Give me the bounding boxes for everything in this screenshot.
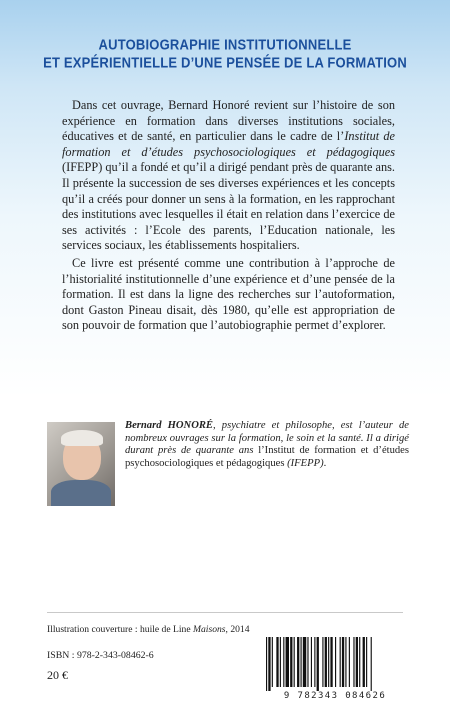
summary-text: [62, 98, 395, 334]
summary-paragraph-1: [62, 98, 395, 254]
summary-paragraph-2: Ce livre est présenté comme une contribution à l’approche de l’historialité institutionnelle d’une expérience et d’une pensée de la formation. Il est dans la ligne des recherches sur l’autoformation, dont Gaston Pineau disait, dès 1980, qu’elle est appropriation de son pouvoir de formation que l’autobiographie permet d’explorer.: [62, 255, 395, 333]
barcode-bar: [349, 637, 350, 687]
book-title: [0, 36, 450, 72]
barcode-bar: [311, 637, 312, 687]
illustration-suffix: , 2014: [225, 624, 250, 635]
barcode-bar: [325, 637, 327, 687]
author-bio-end: .: [323, 457, 327, 469]
author-bio-italic: , psychiatre et philosophe, est l’auteur de nombreux ouvrages sur la formation, le soin et la santé. Il a dirigé durant près de quarante ans: [125, 420, 409, 457]
barcode-bar: [342, 637, 344, 687]
barcode-bar: [276, 637, 278, 687]
barcode-bar: [283, 637, 284, 687]
barcode-bar: [272, 637, 273, 687]
summary-p1-start: Dans cet ouvrage, Bernard Honoré revient sur l’histoire de son expérience en formation dans diverses institutions sociales, éducatives et de santé, en particulier dans le cadre de l’: [62, 98, 395, 144]
summary-p1-end: (IFEPP) qu’il a fondé et qu’il a dirigé pendant près de quarante ans. Il présente la succession de ses diverses expériences et les concepts qu’il a créés pour donner un sens à la formation, en les rapprochant des institutions avec lesquelles il était en relation dans l’exercice de ses activités : l’Ecole des parents, l’Education nationale, les services sociaux, les établissements hospitaliers.: [62, 160, 395, 253]
illustration-credit: [47, 624, 250, 635]
barcode-bar: [371, 637, 372, 691]
barcode-bar: [345, 637, 346, 687]
author-bio-acronym: (IFEPP): [287, 457, 324, 469]
barcode-bar: [268, 637, 270, 691]
barcode-bars: [258, 633, 411, 691]
illustration-prefix: Illustration couverture : huile de Line: [47, 624, 193, 635]
author-bio-institute: l’Institut de formation et d’études psychosociologiques et pédagogiques: [125, 445, 410, 469]
barcode-bar: [290, 637, 292, 687]
barcode-bar: [297, 637, 299, 687]
barcode-bar: [356, 637, 358, 687]
author-section: [47, 420, 410, 510]
price: 20 €: [47, 668, 68, 682]
institute-name: Institut de formation et d’études psychosociologiques et pédagogiques: [62, 129, 395, 159]
barcode-bar: [307, 637, 308, 687]
barcode-digits: 9 782343 084626: [283, 691, 387, 701]
barcode-bar: [314, 637, 315, 687]
book-title-line2: ET EXPÉRIENTIELLE D’UNE PENSÉE DE LA FORMATION: [43, 54, 407, 71]
barcode-bar: [266, 637, 267, 691]
barcode-bar: [294, 637, 295, 687]
barcode-bar: [353, 637, 354, 687]
barcode: [258, 633, 411, 705]
barcode-bar: [328, 637, 329, 687]
barcode-bar: [335, 637, 336, 687]
barcode-bar: [317, 637, 319, 691]
barcode-bar: [340, 637, 341, 687]
barcode-bar: [330, 637, 332, 687]
barcode-bar: [286, 637, 289, 687]
author-photo: [47, 422, 115, 506]
barcode-bar: [366, 637, 367, 687]
barcode-bar: [303, 637, 306, 687]
book-title-line1: AUTOBIOGRAPHIE INSTITUTIONNELLE: [98, 36, 352, 53]
barcode-bar: [280, 637, 281, 687]
isbn: ISBN : 978-2-343-08462-6: [47, 650, 154, 661]
footer-divider: [47, 612, 403, 613]
barcode-bar: [301, 637, 302, 687]
barcode-bar: [363, 637, 365, 687]
barcode-bar: [359, 637, 360, 687]
illustration-title: Maisons: [193, 624, 226, 635]
barcode-bar: [322, 637, 323, 687]
author-name: Bernard HONORÉ: [125, 420, 213, 431]
author-bio: [125, 420, 409, 470]
